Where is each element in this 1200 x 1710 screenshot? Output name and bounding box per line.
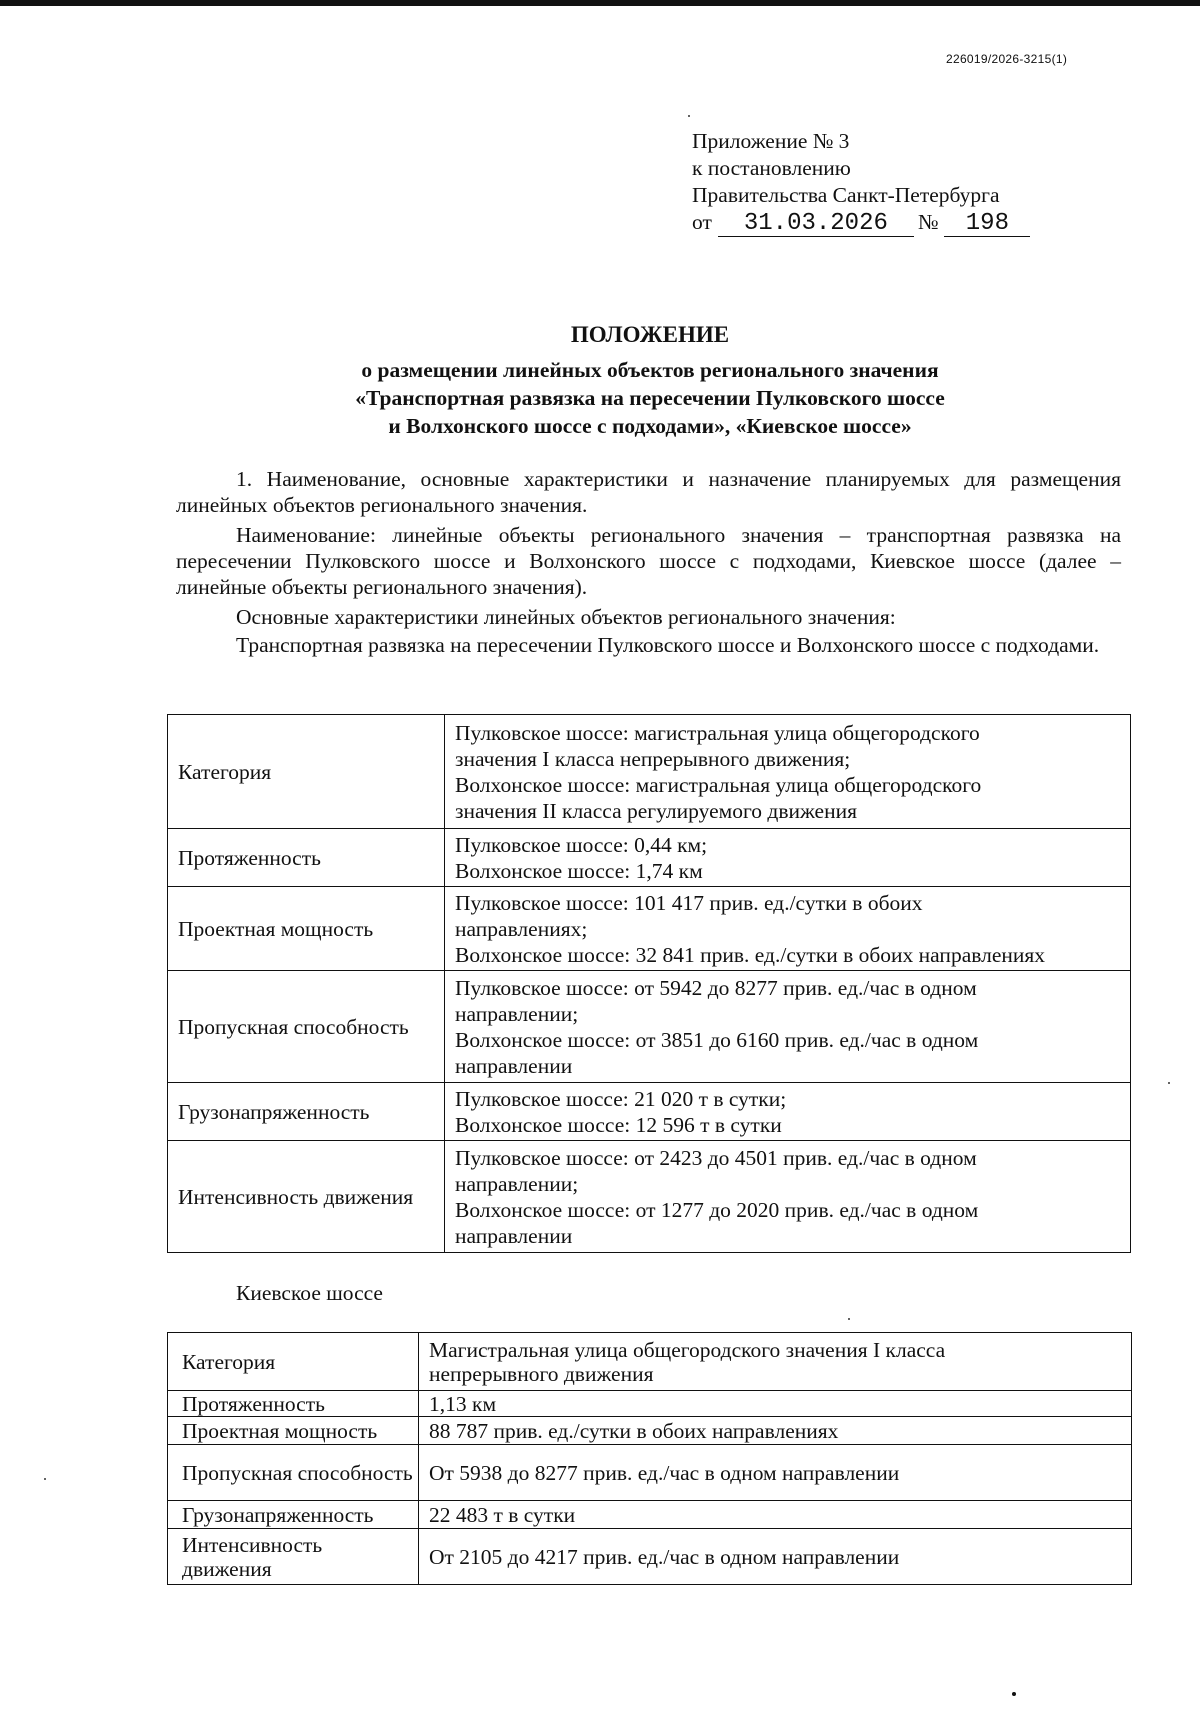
row-value: 1,13 км — [419, 1391, 1132, 1417]
row-key: Грузонапряженность — [168, 1083, 445, 1141]
row-key: Интенсивность движения — [168, 1141, 445, 1253]
table-row — [168, 1391, 1132, 1417]
scan-speck — [44, 1478, 46, 1480]
value-line: Пулковское шоссе: 101 417 прив. ед./сутки в обоих — [455, 890, 923, 915]
row-value: От 5938 до 8277 прив. ед./час в одном направлении — [419, 1445, 1132, 1501]
document-title — [175, 320, 1125, 440]
scan-speck — [848, 1318, 850, 1320]
value-line: Волхонское шоссе: магистральная улица общегородского — [455, 772, 982, 797]
table-row — [168, 971, 1131, 1083]
title-line: и Волхонского шоссе с подходами», «Киевское шоссе» — [388, 414, 912, 438]
value-line: Пулковское шоссе: от 2423 до 4501 прив. ед./час в одном — [455, 1145, 977, 1170]
kiev-highway-label: Киевское шоссе — [236, 1281, 383, 1305]
scan-speck — [1168, 1082, 1170, 1084]
value-line: Волхонское шоссе: от 1277 до 2020 прив. ед./час в одном — [455, 1197, 979, 1222]
paragraph-3: Основные характеристики линейных объектов регионального значения: — [236, 605, 896, 629]
interchange-characteristics-table — [167, 714, 1131, 1253]
scan-top-mark — [870, 0, 950, 4]
value-line: непрерывного движения — [429, 1361, 654, 1386]
title-line: «Транспортная развязка на пересечении Пулковского шоссе — [355, 386, 945, 410]
title-main: ПОЛОЖЕНИЕ — [570, 322, 730, 347]
table-row — [168, 1083, 1131, 1141]
row-key: Интенсивность движения — [168, 1529, 419, 1585]
row-key: Проектная мощность — [168, 1417, 419, 1445]
row-key: Протяженность — [168, 1391, 419, 1417]
value-line: Пулковское шоссе: магистральная улица общегородского — [455, 720, 980, 745]
row-value: От 2105 до 4217 прив. ед./час в одном направлении — [419, 1529, 1132, 1585]
document-code: 226019/2026-3215(1) — [946, 52, 1068, 66]
row-key: Пропускная способность — [168, 971, 445, 1083]
value-line: Магистральная улица общегородского значения I класса — [429, 1337, 946, 1362]
number-sign: № — [917, 210, 939, 234]
table-row — [168, 1333, 1132, 1391]
value-line: направлении; — [455, 1001, 579, 1026]
row-key: Категория — [168, 715, 445, 829]
resolution-number: 198 — [944, 212, 1030, 237]
title-line: о размещении линейных объектов регионального значения — [361, 358, 939, 382]
scan-top-mark — [660, 0, 770, 4]
table-row — [168, 1445, 1132, 1501]
row-key: Пропускная способность — [168, 1445, 419, 1501]
value-line: направлениях; — [455, 916, 588, 941]
row-key: Проектная мощность — [168, 887, 445, 971]
kiev-highway-characteristics-table — [167, 1332, 1132, 1585]
row-value — [445, 1083, 1131, 1141]
appendix-date-line — [692, 209, 1030, 237]
row-value: 22 483 т в сутки — [419, 1501, 1132, 1529]
table-row — [168, 1417, 1132, 1445]
value-line: Волхонское шоссе: от 3851 до 6160 прив. ед./час в одном — [455, 1027, 979, 1052]
value-line: значения II класса регулируемого движения — [455, 798, 857, 823]
appendix-block — [692, 128, 1030, 237]
paragraph-4: Транспортная развязка на пересечении Пулковского шоссе и Волхонского шоссе с подходами. — [236, 633, 1100, 657]
paragraph-1: 1. Наименование, основные характеристики и назначение планируемых для размещения линейных объектов регионального значения. — [176, 467, 1121, 517]
row-value — [419, 1333, 1132, 1391]
scan-speck — [1012, 1692, 1016, 1696]
row-value: 88 787 прив. ед./сутки в обоих направлениях — [419, 1417, 1132, 1445]
value-line: Пулковское шоссе: 21 020 т в сутки; — [455, 1086, 787, 1111]
value-line: Пулковское шоссе: 0,44 км; — [455, 832, 708, 857]
row-value — [445, 971, 1131, 1083]
row-value — [445, 1141, 1131, 1253]
row-value — [445, 715, 1131, 829]
value-line: Волхонское шоссе: 32 841 прив. ед./сутки в обоих направлениях — [455, 942, 1046, 967]
appendix-line: Приложение № 3 — [692, 129, 850, 153]
value-line: Пулковское шоссе: от 5942 до 8277 прив. ед./час в одном — [455, 975, 977, 1000]
resolution-date: 31.03.2026 — [718, 212, 914, 237]
value-line: значения I класса непрерывного движения; — [455, 746, 851, 771]
row-value — [445, 887, 1131, 971]
row-key: Грузонапряженность — [168, 1501, 419, 1529]
row-key: Категория — [168, 1333, 419, 1391]
scan-speck — [688, 115, 690, 117]
scan-top-border — [0, 0, 1200, 6]
row-key: Протяженность — [168, 829, 445, 887]
value-line: направлении; — [455, 1171, 579, 1196]
appendix-line: к постановлению — [692, 156, 851, 180]
value-line: Волхонское шоссе: 1,74 км — [455, 858, 703, 883]
paragraph-2: Наименование: линейные объекты регионального значения – транспортная развязка на пересечении Пулковского шоссе и Волхонского шоссе с подходами, Киевское шоссе (далее – линейные объекты регионального значения). — [176, 523, 1121, 599]
value-line: направлении — [455, 1223, 573, 1248]
table-row — [168, 829, 1131, 887]
value-line: Волхонское шоссе: 12 596 т в сутки — [455, 1112, 782, 1137]
table-row — [168, 1501, 1132, 1529]
table-row — [168, 1141, 1131, 1253]
table-row — [168, 887, 1131, 971]
from-label: от — [692, 210, 712, 234]
row-value — [445, 829, 1131, 887]
appendix-line: Правительства Санкт-Петербурга — [692, 183, 1000, 207]
table-row — [168, 1529, 1132, 1585]
value-line: направлении — [455, 1053, 573, 1078]
scan-top-mark — [790, 0, 850, 4]
table-row — [168, 715, 1131, 829]
